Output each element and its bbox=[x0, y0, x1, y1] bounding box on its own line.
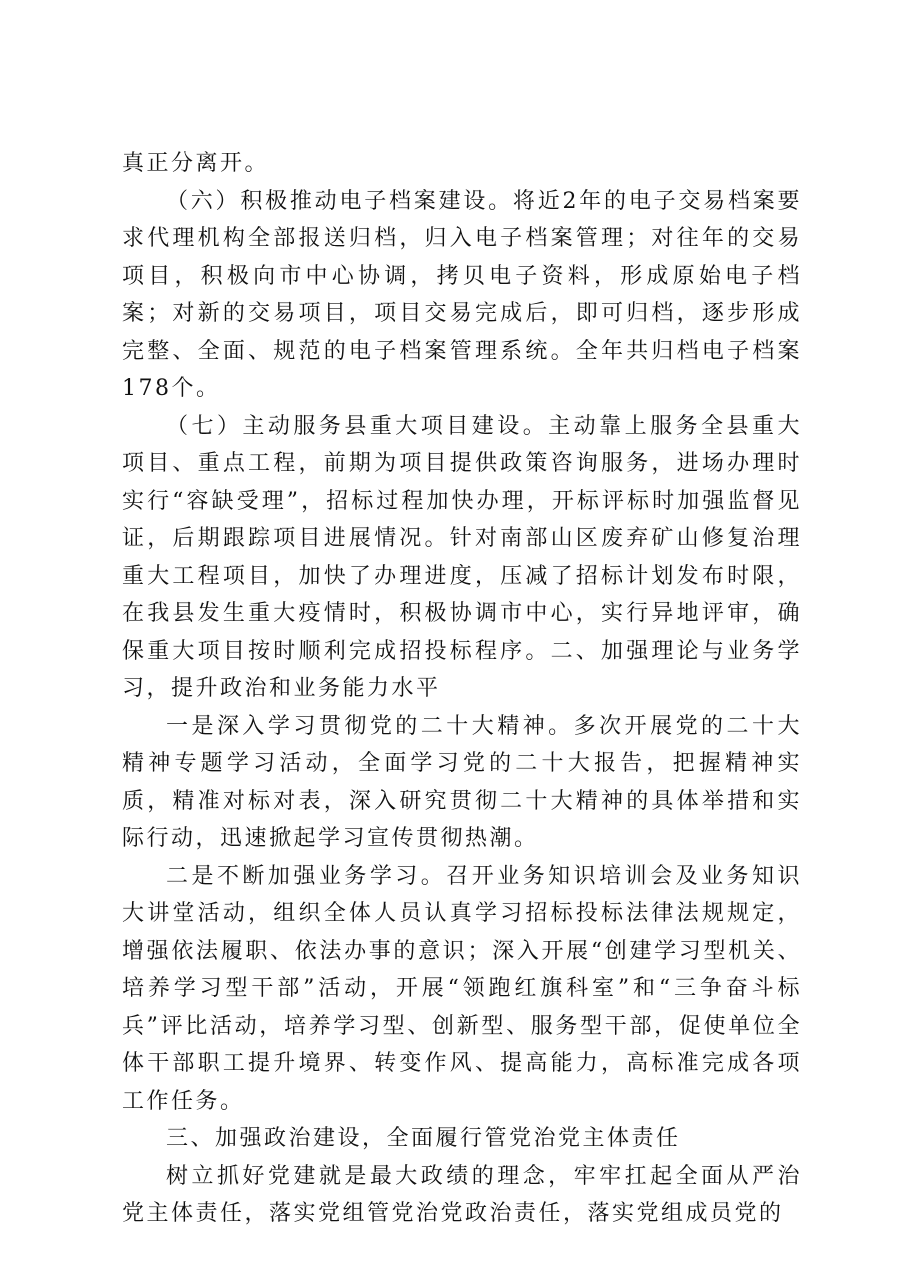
paragraph-party-congress-study: 一是深入学习贯彻党的二十大精神。多次开展党的二十大精神专题学习活动，全面学习党的二十大报告，把握精神实质，精准对标对表，深入研究贯彻二十大精神的具体举措和实际行动，迅速掀起学习宣传贯彻热潮。 bbox=[122, 713, 802, 851]
paragraph-business-study: 二是不断加强业务学习。召开业务知识培训会及业务知识大讲堂活动，组织全体人员认真学习招标投标法律法规规定，增强依法履职、依法办事的意识；深入开展“创建学习型机关、培养学习型干部”活动，开展“领跑红旗科室”和“三争奋斗标兵”评比活动，培养学习型、创新型、服务型干部，促使单位全体干部职工提升境界、转变作风、提高能力，高标准完成各项工作任务。 bbox=[122, 863, 802, 1114]
section-heading-political-building: 三、加强政治建设，全面履行管党治党主体责任 bbox=[166, 1126, 681, 1151]
paragraph-continuation: 真正分离开。 bbox=[122, 151, 270, 176]
paragraph-party-building: 树立抓好党建就是最大政绩的理念，牢牢扛起全面从严治党主体责任，落实党组管党治党政治责任，落实党组成员党的 bbox=[122, 1163, 802, 1226]
paragraph-electronic-archives: （六）积极推动电子档案建设。将近2年的电子交易档案要求代理机构全部报送归档，归入电子档案管理；对往年的交易项目，积极向市中心协调，拷贝电子资料，形成原始电子档案；对新的交易项目，项目交易完成后，即可归档，逐步形成完整、全面、规范的电子档案管理系统。全年共归档电子档案178个。 bbox=[122, 188, 802, 401]
document-body bbox=[122, 145, 802, 1233]
paragraph-major-projects: （七）主动服务县重大项目建设。主动靠上服务全县重大项目、重点工程，前期为项目提供政策咨询服务，进场办理时实行“容缺受理”，招标过程加快办理，开标评标时加强监督见证，后期跟踪项目进展情况。针对南部山区废弃矿山修复治理重大工程项目，加快了办理进度，压减了招标计划发布时限，在我县发生重大疫情时，积极协调市中心，实行异地评审，确保重大项目按时顺利完成招投标程序。二、加强理论与业务学习，提升政治和业务能力水平 bbox=[122, 413, 802, 701]
